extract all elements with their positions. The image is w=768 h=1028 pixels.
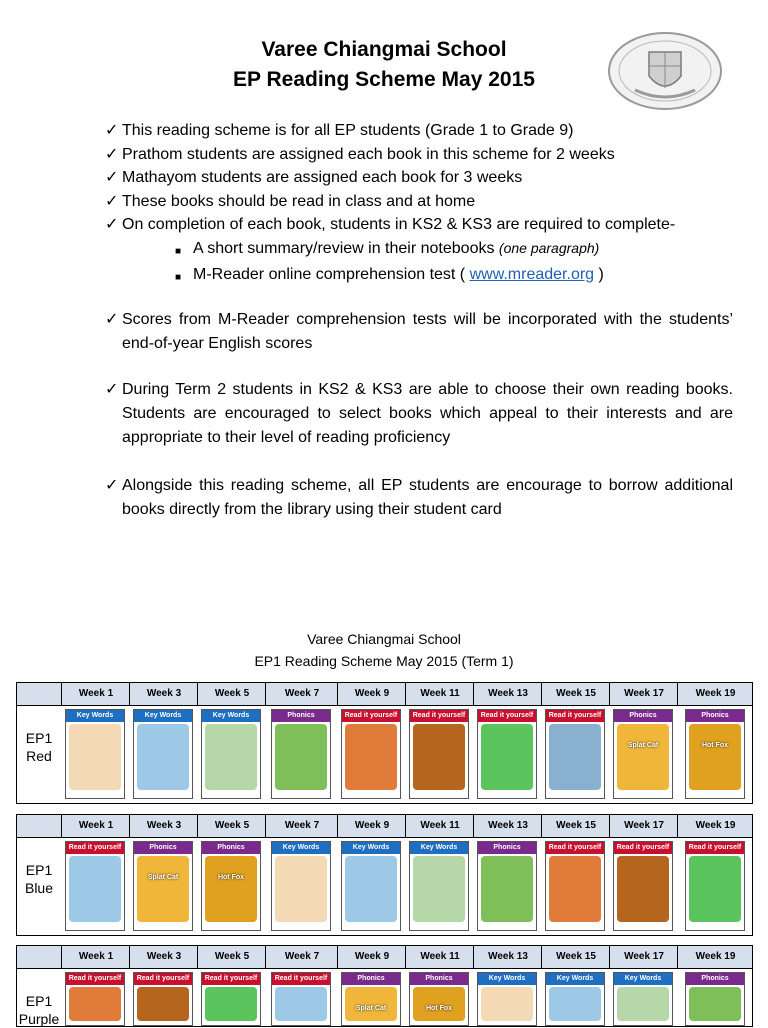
- week-header-cell: Week 9: [337, 946, 406, 968]
- book-cover: Key Words: [613, 972, 673, 1026]
- week-header-cell: Week 13: [473, 946, 542, 968]
- reading-scheme-row: [16, 814, 753, 936]
- table-subtitle: EP1 Reading Scheme May 2015 (Term 1): [254, 653, 514, 669]
- week-header-cell: Week 3: [129, 815, 198, 837]
- week-header-cell: Week 15: [541, 946, 610, 968]
- week-header-cell: Week 1: [61, 946, 130, 968]
- week-header-cell: Week 17: [609, 683, 678, 705]
- week-header-cell: Week 3: [129, 946, 198, 968]
- week-header-row: [17, 683, 752, 706]
- scheme-title: EP Reading Scheme May 2015: [233, 68, 535, 91]
- book-cover: Phonics Splat Cat: [613, 709, 673, 799]
- week-header-cell: Week 15: [541, 815, 610, 837]
- week-header-cell: Week 9: [337, 815, 406, 837]
- checkmark-icon: ✓: [105, 145, 119, 163]
- bullet-item: ✓ On completion of each book, students in KS2 & KS3 are required to complete-: [105, 213, 735, 237]
- book-cover: Read it yourself: [685, 841, 745, 931]
- paragraph-scores: ✓ Scores from M-Reader comprehension tests will be incorporated with the students’ end-of-year English scores: [105, 308, 733, 356]
- school-crest-logo: [605, 30, 725, 112]
- checkmark-icon: ✓: [105, 381, 119, 398]
- bullet-item: ✓ These books should be read in class and at home: [105, 190, 735, 214]
- week-header-cell: Week 5: [197, 815, 266, 837]
- square-bullet-icon: ■: [175, 272, 182, 283]
- book-cover: Key Words: [341, 841, 401, 931]
- week-header-cell: Week 3: [129, 683, 198, 705]
- checkmark-icon: ✓: [105, 122, 119, 139]
- book-cover: Key Words: [271, 841, 331, 931]
- reading-scheme-row: [16, 945, 753, 1027]
- book-cover: Read it yourself: [133, 972, 193, 1026]
- week-header-cell: Week 1: [61, 815, 130, 837]
- week-header-cell: Week 5: [197, 683, 266, 705]
- mreader-link[interactable]: www.mreader.org: [469, 266, 595, 283]
- week-header-cell: Week 13: [473, 683, 542, 705]
- week-header-cell: Week 5: [197, 946, 266, 968]
- book-cover: Read it yourself: [341, 709, 401, 799]
- bullet-item: ✓ This reading scheme is for all EP students (Grade 1 to Grade 9): [105, 119, 735, 143]
- week-header-cell: Week 17: [609, 946, 678, 968]
- book-cover: Read it yourself: [477, 709, 537, 799]
- sub-bullet-mreader: ■ M-Reader online comprehension test ( www.mreader.org ): [105, 263, 735, 290]
- paragraph-term2: ✓ During Term 2 students in KS2 & KS3 are able to choose their own reading books. Students are encouraged to select books which appeal to their interests and are appropriate to their level of reading proficiency: [105, 378, 733, 450]
- reading-scheme-row: [16, 682, 753, 804]
- week-header-cell: Week 11: [405, 946, 474, 968]
- bullet-item: ✓ Prathom students are assigned each book in this scheme for 2 weeks: [105, 143, 735, 167]
- week-header-cell: Week 19: [677, 683, 753, 705]
- book-cover: Phonics: [477, 841, 537, 931]
- book-cover: Phonics Hot Fox: [201, 841, 261, 931]
- level-label: EP1 Blue: [24, 862, 54, 896]
- week-header-cell: Week 13: [473, 815, 542, 837]
- table-school-title: Varee Chiangmai School: [307, 631, 461, 647]
- week-header-cell: Week 7: [265, 683, 338, 705]
- checkmark-icon: ✓: [105, 216, 119, 233]
- book-cover: Read it yourself: [201, 972, 261, 1026]
- book-cover: Key Words: [477, 972, 537, 1026]
- level-label: EP1 Red: [25, 730, 53, 764]
- book-cover: Phonics: [685, 972, 745, 1026]
- week-header-cell: Week 7: [265, 946, 338, 968]
- book-cover: Phonics Hot Fox: [409, 972, 469, 1026]
- week-header-row: [17, 815, 752, 838]
- week-header-cell: Week 11: [405, 815, 474, 837]
- book-cover: Key Words: [133, 709, 193, 799]
- book-cover: Key Words: [201, 709, 261, 799]
- week-header-cell: Week 7: [265, 815, 338, 837]
- week-header-cell: Week 19: [677, 946, 753, 968]
- week-header-cell: Week 15: [541, 683, 610, 705]
- sub-bullet-summary: ■ A short summary/review in their notebooks (one paragraph): [105, 237, 735, 264]
- square-bullet-icon: ■: [175, 245, 182, 257]
- week-header-row: [17, 946, 752, 969]
- book-cover: Read it yourself: [65, 972, 125, 1026]
- book-cover: Key Words: [409, 841, 469, 931]
- book-cover: Key Words: [65, 709, 125, 799]
- book-cover: Read it yourself: [409, 709, 469, 799]
- checkmark-icon: ✓: [105, 311, 119, 328]
- bullet-item: ✓ Mathayom students are assigned each book for 3 weeks: [105, 166, 735, 190]
- level-label: EP1 Purple: [18, 993, 60, 1027]
- book-cover: Read it yourself: [545, 709, 605, 799]
- week-header-cell: Week 1: [61, 683, 130, 705]
- book-cover: Read it yourself: [545, 841, 605, 931]
- checkmark-icon: ✓: [105, 169, 119, 186]
- week-header-cell: Week 17: [609, 815, 678, 837]
- book-cover: Key Words: [545, 972, 605, 1026]
- checkmark-icon: ✓: [105, 477, 119, 494]
- book-cover: Phonics: [271, 709, 331, 799]
- book-cover: Read it yourself: [271, 972, 331, 1026]
- week-header-cell: Week 19: [677, 815, 753, 837]
- book-cover: Phonics Hot Fox: [685, 709, 745, 799]
- book-cover: Read it yourself: [65, 841, 125, 931]
- paragraph-library: ✓ Alongside this reading scheme, all EP students are encourage to borrow additional books directly from the library using their student card: [105, 474, 733, 522]
- week-header-cell: Week 11: [405, 683, 474, 705]
- book-cover: Read it yourself: [613, 841, 673, 931]
- book-cover: Phonics Splat Cat: [341, 972, 401, 1026]
- intro-bullet-list: [105, 119, 735, 290]
- school-title: Varee Chiangmai School: [261, 38, 507, 61]
- book-cover: Phonics Splat Cat: [133, 841, 193, 931]
- week-header-cell: Week 9: [337, 683, 406, 705]
- checkmark-icon: ✓: [105, 192, 119, 210]
